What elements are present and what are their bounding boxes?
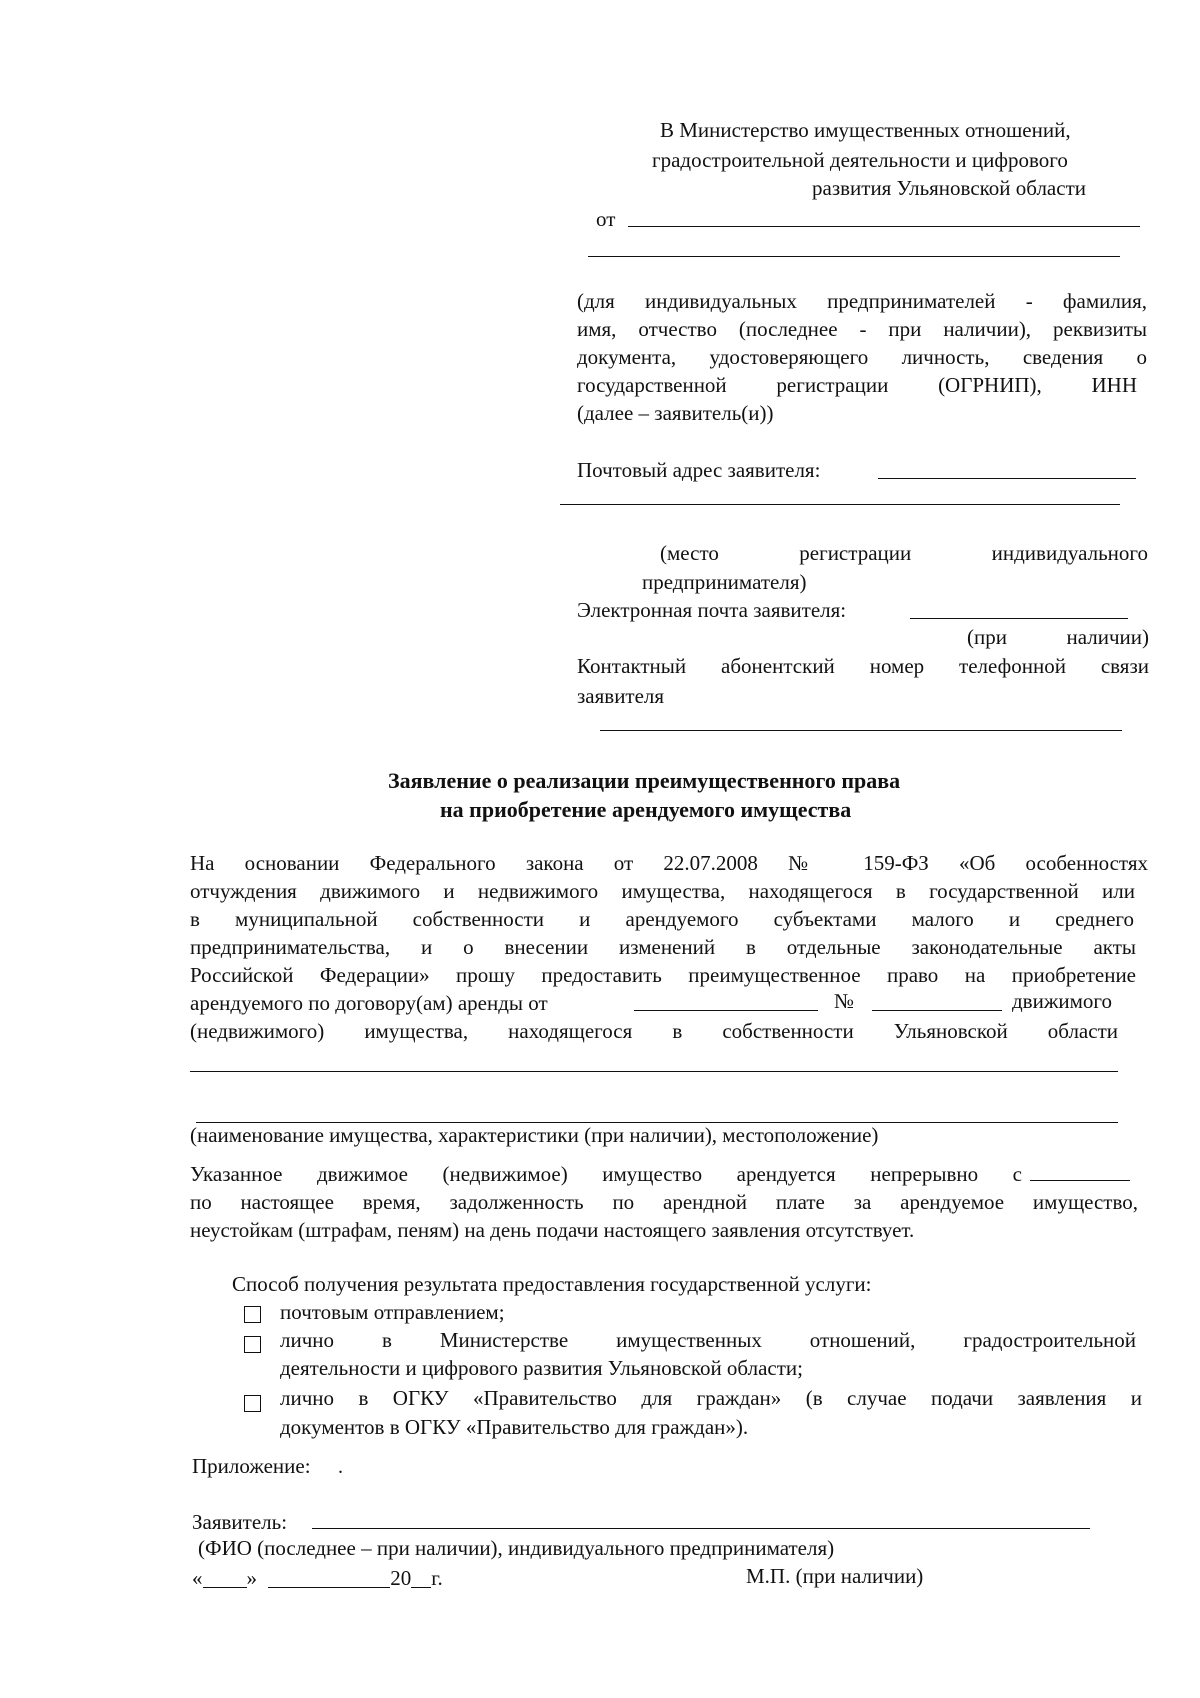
quote-close: » [246, 1566, 257, 1590]
signature-note: (ФИО (последнее – при наличии), индивидуального предпринимателя) [198, 1536, 835, 1560]
date-month-field[interactable] [268, 1569, 390, 1588]
checkbox-ogku[interactable] [244, 1395, 261, 1412]
body-line-2: отчуждения движимого и недвижимого имущества, находящегося в государственной или [190, 879, 1135, 903]
date-line [192, 1566, 443, 1591]
document-title-2: на приобретение арендуемого имущества [440, 797, 852, 822]
lease-number-field[interactable] [872, 1010, 1002, 1011]
option-mail-label: почтовым отправлением; [280, 1300, 505, 1324]
lease-text-1: Указанное движимое (недвижимое) имущество арендуется непрерывно с [190, 1162, 1022, 1186]
year-prefix: 20 [390, 1566, 412, 1590]
body-line-1: На основании Федерального закона от 22.07.2008 № 159-ФЗ «Об особенностях [190, 851, 1148, 875]
option-ogku[interactable] [244, 1392, 261, 1417]
body-line-6-part-c: движимого [1012, 989, 1112, 1013]
date-year-field[interactable] [411, 1569, 431, 1588]
method-label: Способ получения результата предоставления государственной услуги: [232, 1272, 872, 1296]
applicant-note-4: государственной регистрации (ОГРНИП), ИНН [577, 373, 1137, 397]
date-day-field[interactable] [203, 1569, 247, 1588]
checkbox-mail[interactable] [244, 1306, 261, 1323]
email-field-line[interactable] [910, 618, 1128, 619]
postal-field-line-2[interactable] [560, 504, 1120, 505]
body-line-7: (недвижимого) имущества, находящегося в собственности Ульяновской области [190, 1019, 1118, 1043]
applicant-note-5: (далее – заявитель(и)) [577, 401, 774, 425]
body-line-6-number-sign: № [834, 989, 855, 1013]
signature-label: Заявитель: [192, 1510, 288, 1534]
registration-note-1: (место регистрации индивидуального [660, 541, 1148, 565]
postal-label: Почтовый адрес заявителя: [577, 458, 821, 482]
property-field-line[interactable] [190, 1071, 1118, 1072]
option-ministry-label-2: деятельности и цифрового развития Ульяновской области; [280, 1356, 803, 1380]
email-label: Электронная почта заявителя: [577, 598, 847, 622]
addressee-line-3: развития Ульяновской области [812, 176, 1086, 200]
document-title-1: Заявление о реализации преимущественного права [388, 768, 901, 793]
phone-field-line[interactable] [600, 730, 1122, 731]
option-ministry-label-1: лично в Министерстве имущественных отношений, градостроительной [280, 1328, 1136, 1352]
property-note: (наименование имущества, характеристики (при наличии), местоположение) [190, 1123, 879, 1147]
body-line-4: предпринимательства, и о внесении изменений в отдельные законодательные акты [190, 935, 1136, 959]
option-ministry[interactable] [244, 1333, 261, 1358]
checkbox-ministry[interactable] [244, 1336, 261, 1353]
quote-open: « [192, 1566, 203, 1590]
phone-label-1: Контактный абонентский номер телефонной связи [577, 654, 1149, 678]
body-line-6-part-a: арендуемого по договору(ам) аренды от [190, 991, 548, 1015]
lease-start-field[interactable] [1030, 1180, 1130, 1181]
body-line-5: Российской Федерации» прошу предоставить преимущественное право на приобретение [190, 963, 1136, 987]
signature-field-line[interactable] [312, 1528, 1090, 1529]
from-field-line[interactable] [628, 226, 1140, 227]
addressee-line-1: В Министерство имущественных отношений, [660, 118, 1071, 142]
option-ogku-label-2: документов в ОГКУ «Правительство для граждан»). [280, 1415, 749, 1439]
phone-label-2: заявителя [577, 684, 665, 708]
applicant-note-3: документа, удостоверяющего личность, сведения о [577, 345, 1147, 369]
lease-text-3: неустойкам (штрафам, пеням) на день подачи настоящего заявления отсутствует. [190, 1218, 915, 1242]
attachment-label: Приложение: [192, 1454, 311, 1478]
applicant-note-1: (для индивидуальных предпринимателей - фамилия, [577, 289, 1147, 313]
from-label: от [596, 207, 616, 231]
from-field-line-2[interactable] [588, 256, 1120, 257]
addressee-line-2: градостроительной деятельности и цифрового [652, 148, 1068, 172]
body-line-3: в муниципальной собственности и арендуемого субъектами малого и среднего [190, 907, 1134, 931]
registration-note-2: предпринимателя) [642, 570, 807, 594]
email-note: (при наличии) [967, 625, 1149, 649]
option-mail[interactable] [244, 1303, 261, 1328]
lease-text-2: по настоящее время, задолженность по арендной плате за арендуемое имущество, [190, 1190, 1138, 1214]
attachment-mark: . [338, 1456, 343, 1478]
postal-field-line[interactable] [878, 478, 1136, 479]
applicant-note-2: имя, отчество (последнее - при наличии), реквизиты [577, 317, 1147, 341]
year-suffix: г. [431, 1566, 443, 1590]
seal-note: М.П. (при наличии) [746, 1564, 924, 1588]
lease-date-field[interactable] [634, 1010, 818, 1011]
option-ogku-label-1: лично в ОГКУ «Правительство для граждан» (в случае подачи заявления и [280, 1386, 1142, 1410]
